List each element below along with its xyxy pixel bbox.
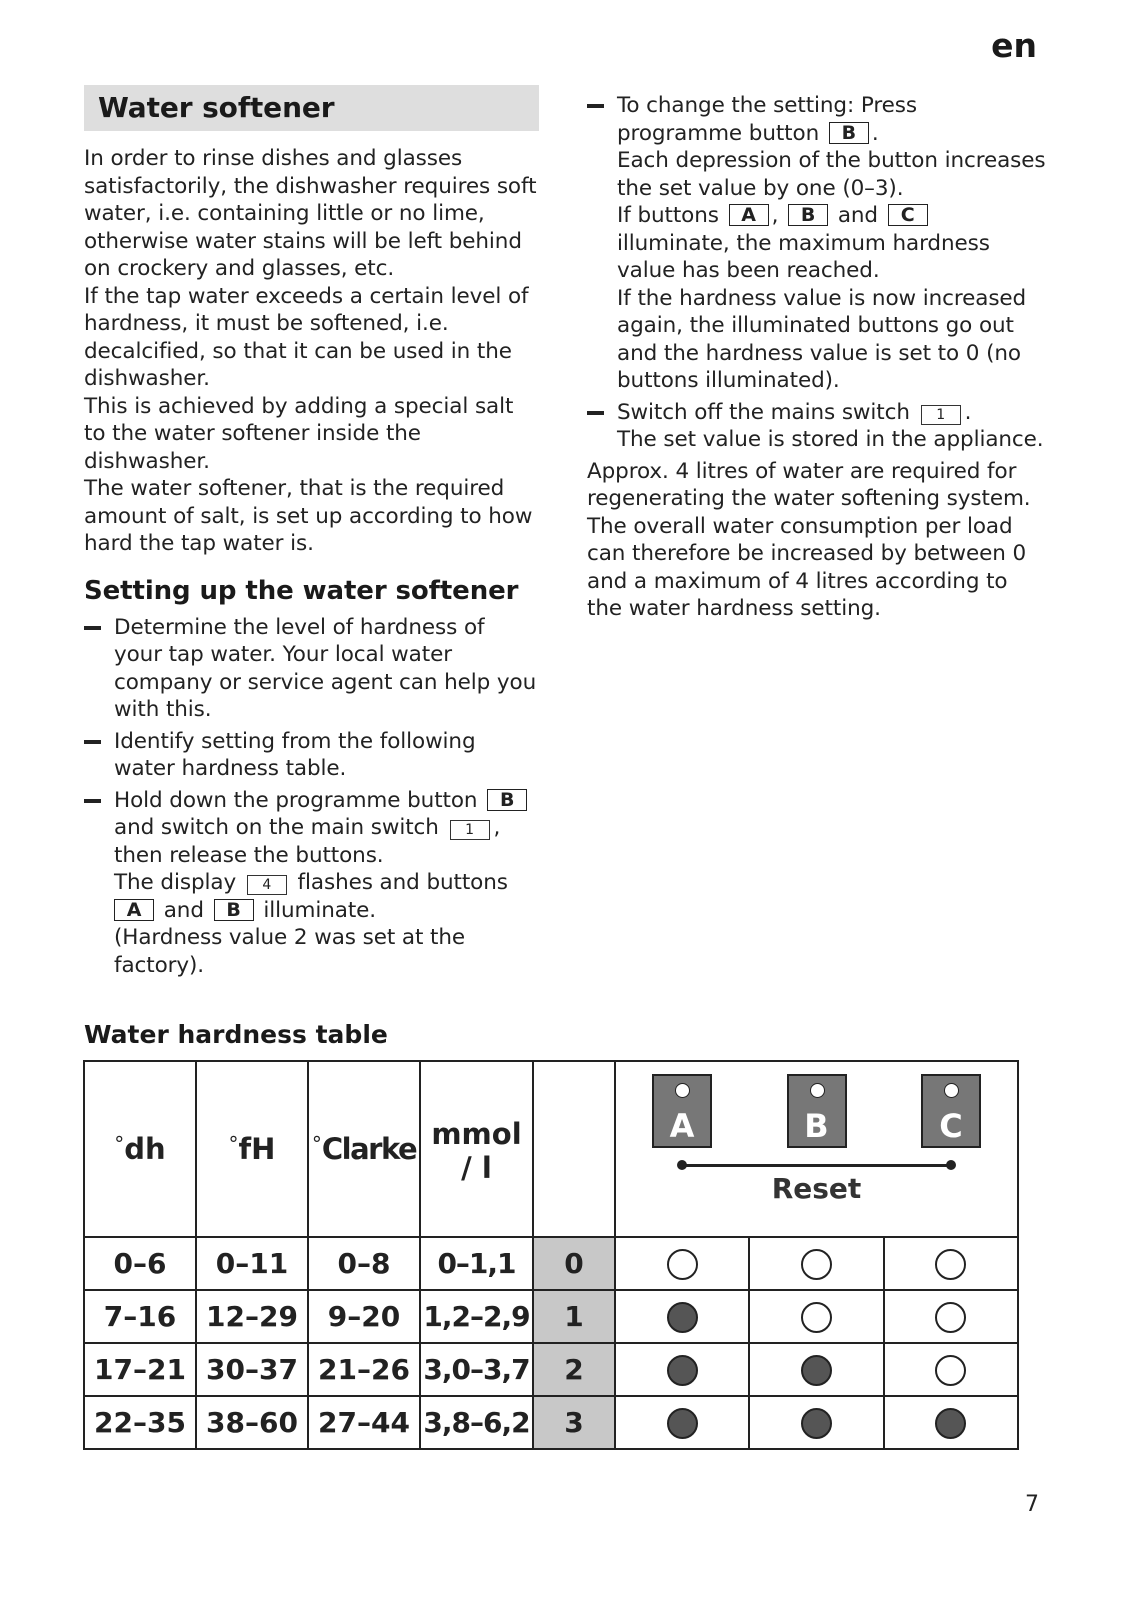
table-body [84, 1237, 1018, 1449]
header-dh-label: dh [124, 1132, 166, 1166]
button-a-icon: A [729, 204, 769, 226]
reset-dot-left [677, 1160, 687, 1170]
step-text: If buttons [617, 203, 719, 228]
section-title-water-softener: Water softener [84, 85, 539, 131]
header-clarke-label: Clarke [321, 1132, 417, 1166]
step-text: Switch off the mains switch [617, 399, 910, 425]
led-cell-c [884, 1290, 1018, 1343]
cell-mmol: 0–1,1 [420, 1237, 533, 1290]
reset-dot-right [946, 1160, 956, 1170]
cell-mmol: 3,0–3,7 [420, 1343, 533, 1396]
step-text: , [493, 815, 501, 840]
key-icons-row [616, 1074, 1017, 1148]
button-c-icon: C [888, 204, 928, 226]
led-cell-a [615, 1290, 749, 1343]
led-off-icon [801, 1302, 832, 1333]
cell-mmol: 3,8–6,2 [420, 1396, 533, 1449]
page-number: 7 [1025, 1492, 1039, 1517]
led-cell-a [615, 1343, 749, 1396]
step-text: Hold down the programme button [114, 787, 478, 813]
step-text: flashes and buttons [297, 870, 508, 895]
header-mmol [420, 1061, 533, 1237]
step-text: Each depression of the button increases the set value by one (0–3). [617, 148, 1046, 201]
step-text: and [837, 203, 878, 228]
intro-paragraph-2: If the tap water exceeds a certain level of hardness, it must be softened, i.e. decalcified, so that it can be used in the dishwasher. [84, 283, 529, 391]
programme-button-b-icon: B [487, 789, 527, 811]
setup-step-2 [84, 728, 539, 783]
table-row [84, 1396, 1018, 1449]
header-mmol-label: mmol/ l [431, 1117, 522, 1185]
header-fh-label: fH [238, 1132, 276, 1166]
setup-step-1 [84, 614, 539, 724]
table-row [84, 1343, 1018, 1396]
cell-dh: 22–35 [84, 1396, 196, 1449]
cell-set: 1 [533, 1290, 615, 1343]
button-a-icon: A [114, 899, 154, 921]
cell-fh: 12–29 [196, 1290, 308, 1343]
led-icon [944, 1083, 959, 1098]
reset-bracket [681, 1158, 952, 1188]
led-cell-b [749, 1396, 883, 1449]
led-cell-c [884, 1396, 1018, 1449]
led-off-icon [801, 1249, 832, 1280]
header-fh [196, 1061, 308, 1237]
key-c-label: C [939, 1107, 963, 1145]
main-switch-icon: 1 [450, 820, 490, 840]
led-cell-b [749, 1343, 883, 1396]
cell-dh: 7–16 [84, 1290, 196, 1343]
degree-icon: ° [311, 1132, 322, 1156]
led-off-icon [667, 1249, 698, 1280]
right-column [587, 92, 1047, 623]
cell-set: 3 [533, 1396, 615, 1449]
water-consumption-paragraph: Approx. 4 litres of water are required for regenerating the water softening system. The overall water consumption per load can therefore be increased by between 0 and a maximum of 4 litres according to the water hardness setting. [587, 458, 1031, 621]
key-a-label: A [669, 1107, 695, 1145]
led-off-icon [935, 1249, 966, 1280]
language-code: en [991, 26, 1037, 65]
step-text: illuminate, the maximum hardness value has been reached. [617, 230, 990, 283]
step-text: and [163, 897, 204, 923]
cell-fh: 38–60 [196, 1396, 308, 1449]
led-on-icon [667, 1302, 698, 1333]
led-on-icon [801, 1355, 832, 1386]
step-text: then release the buttons. [114, 842, 384, 868]
step-text: . [964, 399, 972, 425]
cell-clarke: 0–8 [308, 1237, 420, 1290]
step-text: (Hardness value 2 was set at the factory). [114, 925, 466, 978]
intro-paragraph-3: This is achieved by adding a special salt to the water softener inside the dishwasher. [84, 393, 514, 474]
mains-switch-icon: 1 [921, 405, 961, 425]
cell-dh: 0–6 [84, 1237, 196, 1290]
left-column [84, 85, 539, 983]
step-text: illuminate. [263, 897, 377, 923]
intro-paragraph-4: The water softener, that is the required amount of salt, is set up according to how hard the tap water is. [84, 476, 533, 556]
cell-set: 2 [533, 1343, 615, 1396]
led-on-icon [667, 1355, 698, 1386]
step-text: . [871, 120, 879, 146]
cell-clarke: 9–20 [308, 1290, 420, 1343]
header-dh [84, 1061, 196, 1237]
programme-button-b-icon: B [829, 122, 869, 144]
table-row [84, 1290, 1018, 1343]
cell-fh: 30–37 [196, 1343, 308, 1396]
table-row [84, 1237, 1018, 1290]
led-on-icon [935, 1408, 966, 1439]
cell-mmol: 1,2–2,9 [420, 1290, 533, 1343]
cell-clarke: 27–44 [308, 1396, 420, 1449]
water-hardness-table [83, 1060, 1019, 1450]
key-c-icon [921, 1074, 981, 1148]
led-on-icon [801, 1408, 832, 1439]
degree-icon: ° [228, 1132, 239, 1156]
led-on-icon [667, 1408, 698, 1439]
setup-step-3 [84, 787, 539, 980]
step-text: To change the setting: Press programme button [617, 93, 917, 146]
table-title: Water hardness table [84, 1020, 388, 1049]
led-cell-b [749, 1290, 883, 1343]
degree-icon: ° [114, 1132, 125, 1156]
header-buttons [615, 1061, 1018, 1237]
change-steps [587, 92, 1047, 454]
header-setting [533, 1061, 615, 1237]
step-text: , [771, 203, 779, 228]
key-b-icon [787, 1074, 847, 1148]
change-step-1 [587, 92, 1047, 395]
cell-set: 0 [533, 1237, 615, 1290]
change-step-2 [587, 399, 1047, 454]
led-cell-c [884, 1343, 1018, 1396]
led-cell-c [884, 1237, 1018, 1290]
intro-paragraph-1: In order to rinse dishes and glasses satisfactorily, the dishwasher requires soft water, i.e. containing little or no lime, otherwise water stains will be left behind on crockery and glasses, etc. [84, 146, 537, 281]
button-b-icon: B [214, 899, 254, 921]
cell-clarke: 21–26 [308, 1343, 420, 1396]
led-cell-a [615, 1396, 749, 1449]
key-a-icon [652, 1074, 712, 1148]
table-header-row [84, 1061, 1018, 1237]
step-text: Identify setting from the following water hardness table. [114, 728, 476, 781]
setup-heading: Setting up the water softener [84, 575, 519, 606]
step-text: Determine the level of hardness of your tap water. Your local water company or service agent can help you with this. [114, 614, 537, 722]
button-b-icon: B [788, 204, 828, 226]
led-off-icon [935, 1355, 966, 1386]
led-cell-b [749, 1237, 883, 1290]
step-text: The display [114, 870, 237, 895]
led-cell-a [615, 1237, 749, 1290]
step-text: and switch on the main switch [114, 815, 439, 840]
key-b-label: B [804, 1107, 829, 1145]
setup-steps [84, 614, 539, 980]
cell-dh: 17–21 [84, 1343, 196, 1396]
step-text: The set value is stored in the appliance. [617, 427, 1044, 452]
cell-fh: 0–11 [196, 1237, 308, 1290]
display-icon: 4 [247, 875, 287, 895]
led-off-icon [935, 1302, 966, 1333]
step-text: If the hardness value is now increased again, the illuminated buttons go out and the hardness value is set to 0 (no buttons illuminated). [617, 285, 1027, 393]
led-icon [810, 1083, 825, 1098]
led-icon [675, 1083, 690, 1098]
reset-bar [681, 1164, 952, 1167]
reset-label: Reset [771, 1172, 862, 1205]
header-clarke [308, 1061, 420, 1237]
